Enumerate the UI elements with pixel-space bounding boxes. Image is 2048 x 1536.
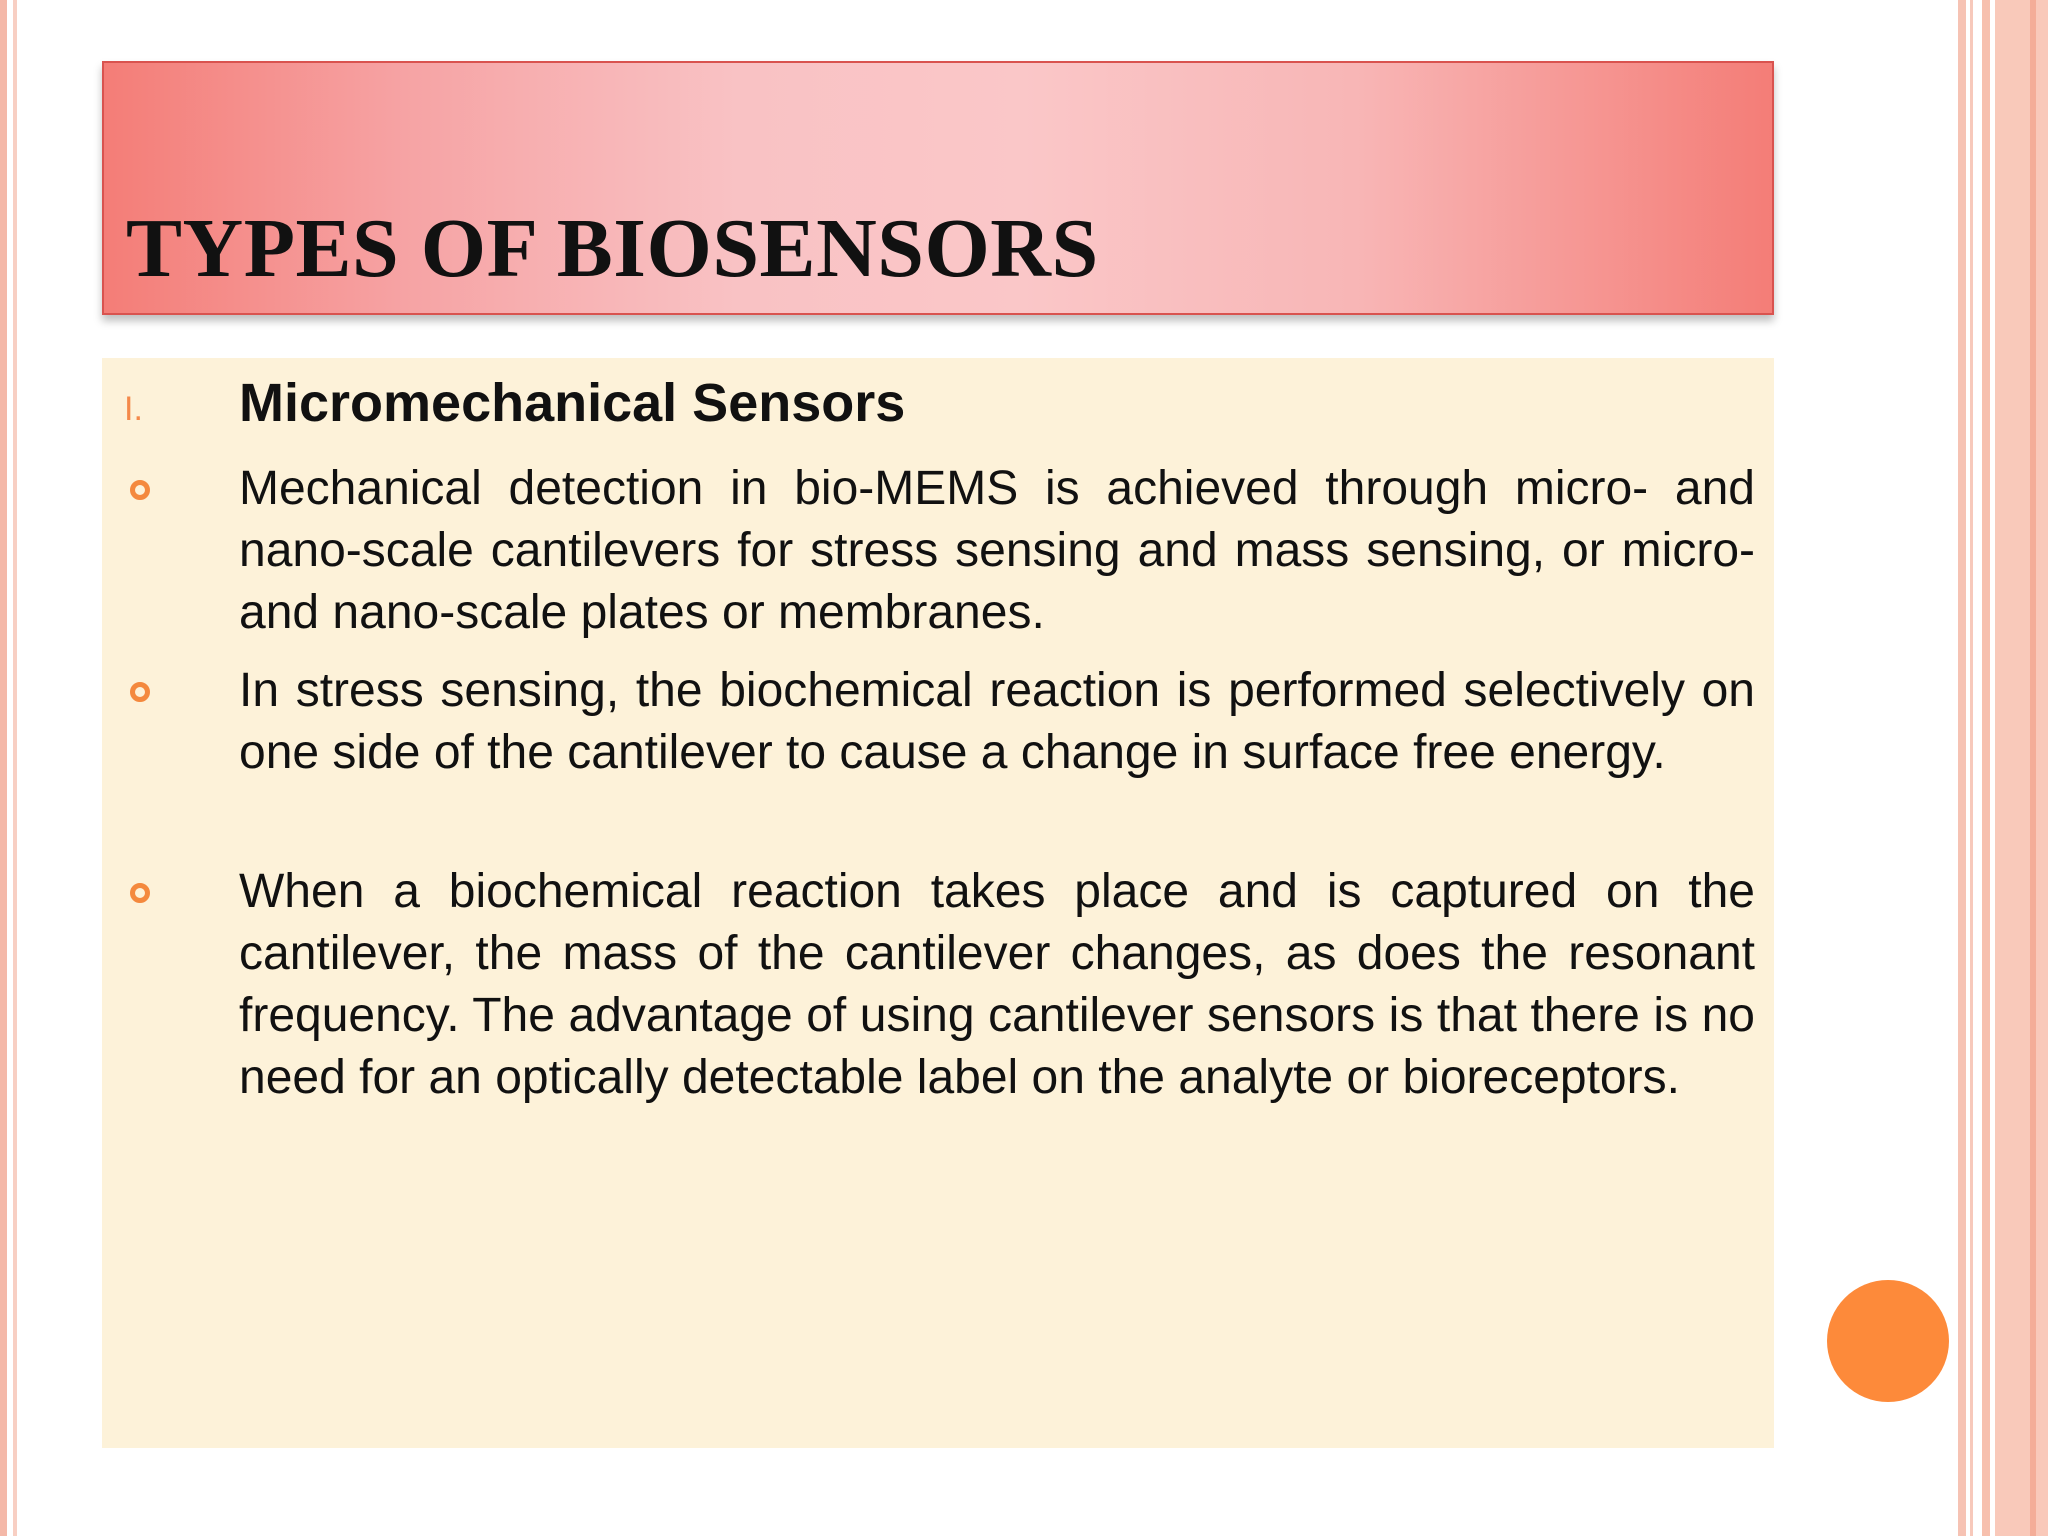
left-stripe-outer	[0, 0, 7, 1536]
ring-bullet-icon	[130, 883, 150, 903]
bullet-wrapper	[130, 480, 150, 500]
ring-bullet-icon	[130, 682, 150, 702]
slide-title: TYPES OF BIOSENSORS	[126, 202, 1099, 295]
ring-bullet-icon	[130, 480, 150, 500]
bullet-wrapper	[130, 682, 150, 702]
bullet-text: In stress sensing, the biochemical reaction is performed selectively on one side of the cantilever to cause a change in surface free energy.	[239, 664, 1755, 779]
left-stripe-inner	[13, 0, 17, 1536]
right-stripe-2	[1970, 0, 1973, 1536]
bullet-text: When a biochemical reaction takes place and is captured on the cantilever, the mass of the cantilever changes, as does the resonant frequency. The advantage of using cantilever sensors is that there is no need for an optically detectable label on the analyte or bioreceptors.	[239, 865, 1755, 1104]
right-stripe-5	[2030, 0, 2036, 1536]
section-heading: Micromechanical Sensors	[239, 373, 906, 433]
right-stripe-1	[1958, 0, 1966, 1536]
title-banner	[102, 61, 1774, 315]
bullet-wrapper	[130, 883, 150, 903]
roman-numeral-marker: I.	[124, 390, 143, 428]
orange-circle-decoration	[1827, 1280, 1949, 1402]
bullet-text: Mechanical detection in bio-MEMS is achieved through micro- and nano-scale cantilevers for stress sensing and mass sensing, or micro- and nano-scale plates or membranes.	[239, 462, 1755, 639]
right-stripe-3	[1982, 0, 1990, 1536]
right-stripe-4	[1995, 0, 2048, 1536]
content-panel	[102, 358, 1774, 1448]
